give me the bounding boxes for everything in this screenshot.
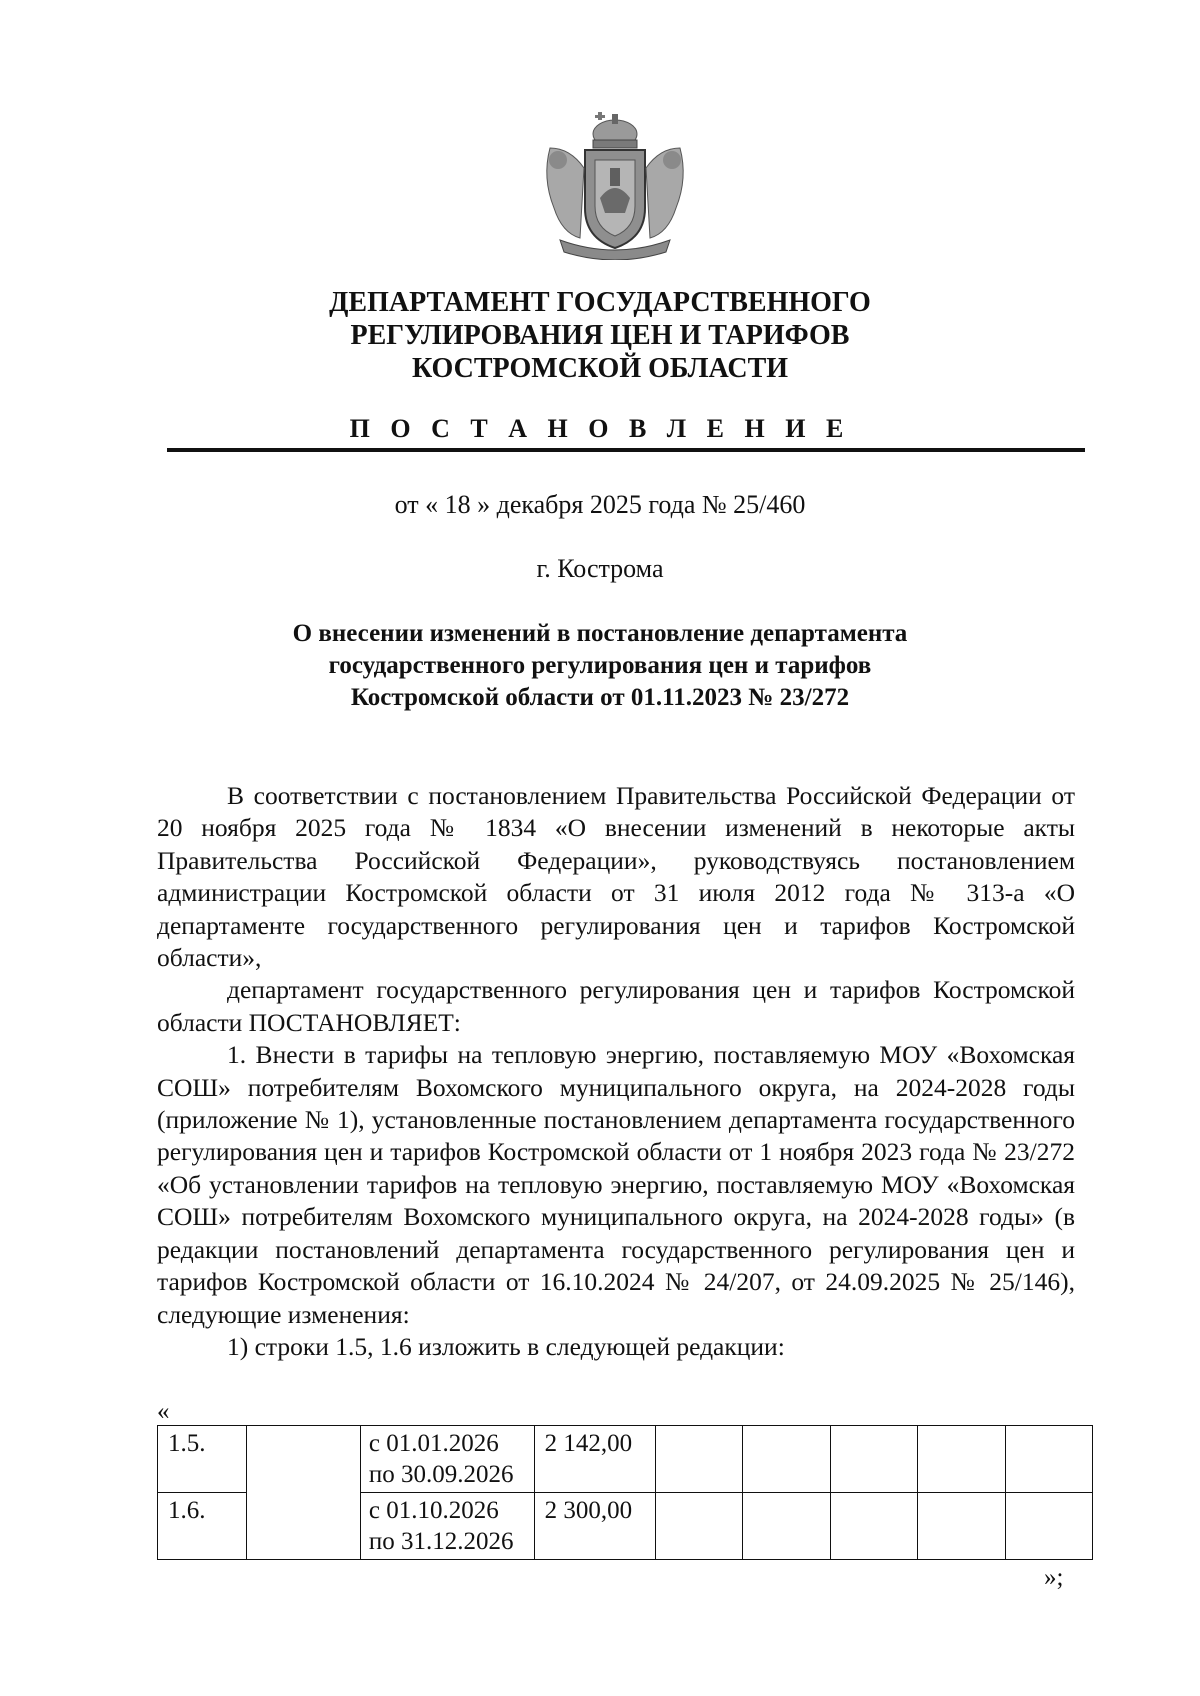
empty-cell xyxy=(830,1426,917,1493)
body-paragraph-subitem-1: 1) строки 1.5, 1.6 изложить в следующей редакции: xyxy=(227,1331,785,1361)
empty-cell xyxy=(830,1493,917,1560)
empty-cell xyxy=(1005,1493,1092,1560)
tariff-table xyxy=(157,1425,1093,1560)
empty-cell xyxy=(656,1493,743,1560)
empty-cell xyxy=(1005,1426,1092,1493)
department-line-1: ДЕПАРТАМЕНТ ГОСУДАРСТВЕННОГО xyxy=(329,287,871,318)
body-paragraph-resolves: департамент государственного регулирования цен и тарифов Костромской области ПОСТАНОВЛЯЕТ: xyxy=(157,975,1075,1037)
tariff-value-cell: 2 142,00 xyxy=(534,1426,656,1493)
empty-merged-cell xyxy=(247,1426,360,1560)
body-paragraph-item-1: 1. Внести в тарифы на тепловую энергию, поставляемую МОУ «Вохомская СОШ» потребителям Вохомского муниципального округа, на 2024-2028 годы (приложение № 1), установленные постановлением департамента государственного регулирования цен и тарифов Костромской области от 1 ноября 2023 года № 23/272 «Об установлении тарифов на тепловую энергию, поставляемую МОУ «Вохомская СОШ» потребителям Вохомского муниципального округа, на 2024-2028 годы» (в редакции постановлений департамента государственного регулирования цен и тарифов Костромской области от 16.10.2024 № 24/207, от 24.09.2025 № 25/146), следующие изменения: xyxy=(157,1040,1075,1329)
document-body xyxy=(157,780,1075,1363)
coat-of-arms-emblem xyxy=(540,108,690,260)
period-from: с 01.01.2026 xyxy=(368,1430,499,1457)
department-line-2: РЕГУЛИРОВАНИЯ ЦЕН И ТАРИФОВ xyxy=(350,320,850,351)
empty-cell xyxy=(743,1493,830,1560)
department-line-3: КОСТРОМСКОЙ ОБЛАСТИ xyxy=(411,353,789,384)
empty-cell xyxy=(743,1426,830,1493)
period-from: с 01.10.2026 xyxy=(368,1497,499,1524)
period-to: по 30.09.2026 xyxy=(368,1461,514,1488)
header-divider-line xyxy=(167,448,1085,452)
empty-cell xyxy=(918,1426,1005,1493)
tariff-value-cell: 2 300,00 xyxy=(534,1493,656,1560)
document-type-title: П О С Т А Н О В Л Е Н И Е xyxy=(349,414,851,443)
row-number-cell: 1.6. xyxy=(158,1493,247,1560)
period-to: по 31.12.2026 xyxy=(368,1528,514,1555)
empty-cell xyxy=(656,1426,743,1493)
period-cell xyxy=(360,1493,534,1560)
subject-line-1: О внесении изменений в постановление департамента xyxy=(292,620,908,647)
body-paragraph-basis: В соответствии с постановлением Правительства Российской Федерации от 20 ноября 2025 года № 1834 «О внесении изменений в некоторые акты Правительства Российской Федерации», руководствуясь постановлением администрации Костромской области от 31 июля 2012 года № 313-а «О департаменте государственного регулирования цен и тарифов Костромской области», xyxy=(157,781,1075,973)
document-date-number: от « 18 » декабря 2025 года № 25/460 xyxy=(394,490,806,519)
subject-line-2: государственного регулирования цен и тарифов xyxy=(328,652,872,679)
table-row xyxy=(158,1426,1093,1493)
document-subject xyxy=(0,618,1200,714)
subject-line-3: Костромской области от 01.11.2023 № 23/272 xyxy=(350,684,850,711)
document-city: г. Кострома xyxy=(536,554,664,583)
quote-close-mark: »; xyxy=(1044,1564,1064,1591)
empty-cell xyxy=(918,1493,1005,1560)
row-number-cell: 1.5. xyxy=(158,1426,247,1493)
department-name xyxy=(0,286,1200,385)
quote-open-mark: « xyxy=(157,1398,170,1425)
period-cell xyxy=(360,1426,534,1493)
